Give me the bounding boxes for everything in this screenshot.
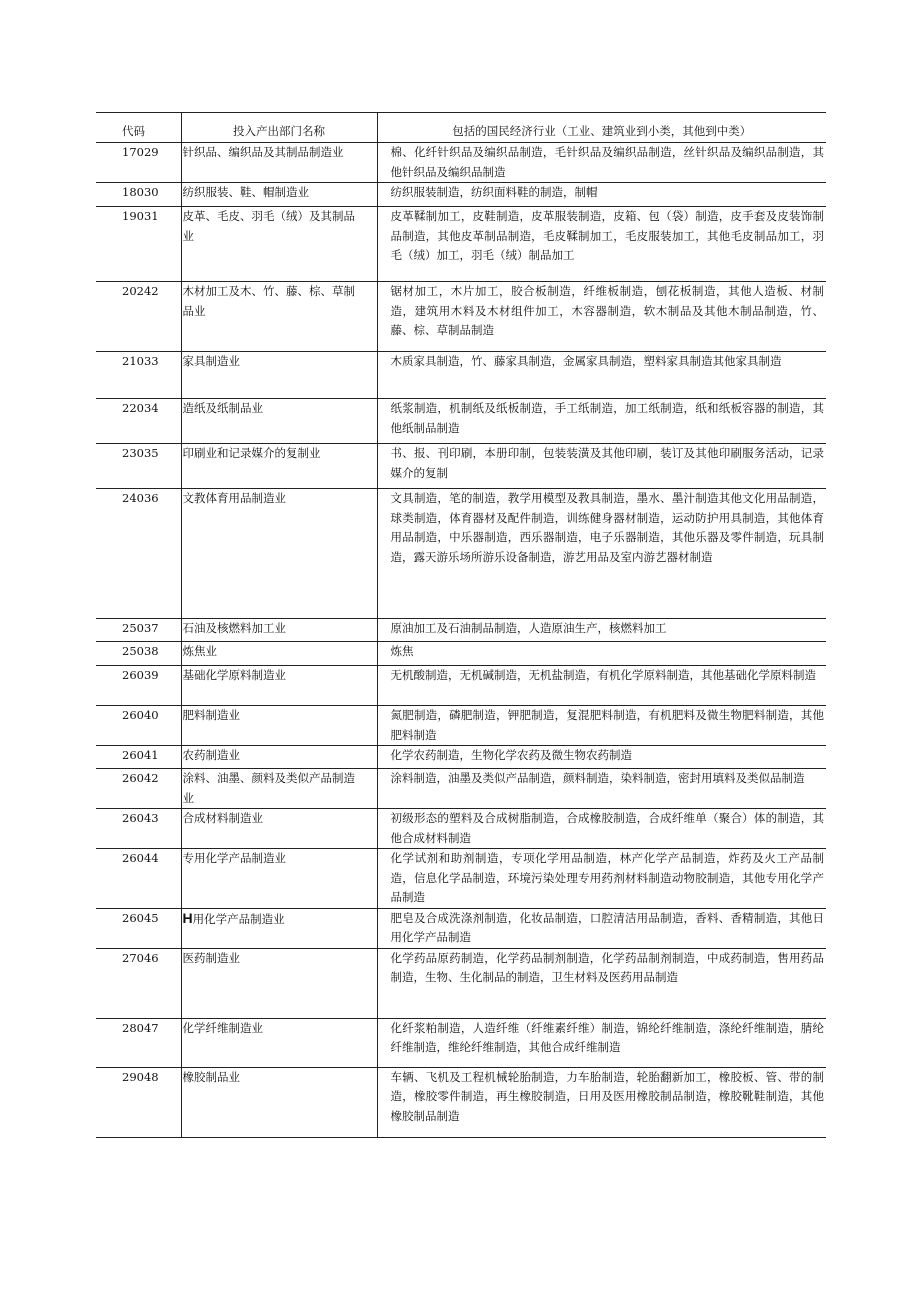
row-industries: 化学农药制造，生物化学农药及微生物农药制造 — [377, 746, 826, 769]
row-sector-name: 家具制造业 — [181, 352, 377, 399]
table-row — [96, 444, 826, 489]
row-sector-name: 医药制造业 — [181, 948, 377, 1018]
row-sector-name: 化学纤维制造业 — [181, 1018, 377, 1067]
table-row — [96, 706, 826, 746]
row-code: 22034 — [122, 401, 159, 415]
table-row — [96, 666, 826, 706]
row-code: 20242 — [122, 284, 159, 298]
sector-name-prefix: H — [182, 909, 193, 926]
table-row — [96, 642, 826, 666]
row-code: 26043 — [122, 811, 159, 825]
table-row — [96, 352, 826, 399]
row-code: 18030 — [122, 185, 159, 199]
row-sector-name: 合成材料制造业 — [181, 809, 377, 849]
row-sector-name: 造纸及纸制品业 — [181, 399, 377, 444]
table-row — [96, 143, 826, 183]
industry-classification-table — [96, 112, 826, 1138]
row-code: 17029 — [122, 145, 159, 159]
row-code: 26045 — [122, 910, 159, 925]
row-code: 29048 — [122, 1069, 159, 1084]
row-industries: 初级形态的塑料及合成树脂制造，合成橡胶制造，合成纤维单（聚合）体的制造，其他合成材料制造 — [377, 809, 826, 849]
table-row — [96, 1018, 826, 1067]
row-industries: 皮革鞣制加工，皮鞋制造，皮革服装制造，皮箱、包（袋）制造，皮手套及皮装饰制品制造，其他皮革制品制造，毛皮鞣制加工，毛皮服装加工，其他毛皮制品加工，羽毛（绒）加工，羽毛（绒）制品加工 — [377, 207, 826, 282]
row-code: 25037 — [122, 621, 159, 635]
row-sector-name: 涂料、油墨、颜料及类似产品制造业 — [181, 769, 377, 809]
row-industries: 木质家具制造，竹、藤家具制造，金属家具制造，塑料家具制造其他家具制造 — [377, 352, 826, 399]
row-code: 28047 — [122, 1020, 159, 1035]
row-industries: 车辆、飞机及工程机械轮胎制造，力车胎制造，轮胎翻新加工，橡胶板、管、带的制造，橡胶零件制造，再生橡胶制造，日用及医用橡胶制品制造，橡胶靴鞋制造，其他橡胶制品制造 — [377, 1067, 826, 1137]
row-industries: 原油加工及石油制品制造，人造原油生产，核燃料加工 — [377, 619, 826, 642]
row-code: 19031 — [122, 209, 159, 223]
row-industries: 炼焦 — [377, 642, 826, 666]
row-sector-name: 橡胶制品业 — [181, 1067, 377, 1137]
row-sector-name: 木材加工及木、竹、藤、棕、草制品业 — [181, 282, 377, 352]
table-row — [96, 849, 826, 909]
row-code: 26042 — [122, 771, 159, 785]
row-sector-name: 炼焦业 — [181, 642, 377, 666]
row-industries: 肥皂及合成洗涤剂制造，化妆品制造，口腔清洁用品制造，香料、香精制造，其他日用化学产品制造 — [377, 908, 826, 948]
row-code: 26039 — [122, 668, 159, 682]
table-row — [96, 619, 826, 642]
table-row — [96, 746, 826, 769]
table-row — [96, 948, 826, 1018]
row-industries: 氮肥制造，磷肥制造，钾肥制造，复混肥料制造，有机肥料及微生物肥料制造，其他肥料制造 — [377, 706, 826, 746]
row-industries: 涂料制造，油墨及类似产品制造，颜料制造，染料制造，密封用填料及类似品制造 — [377, 769, 826, 809]
table-row — [96, 489, 826, 619]
industry-classification-table-container — [96, 112, 826, 1138]
table-row — [96, 1067, 826, 1137]
row-code: 21033 — [122, 354, 159, 368]
row-sector-name — [181, 908, 377, 948]
row-code: 25038 — [122, 644, 159, 658]
row-industries: 无机酸制造，无机碱制造，无机盐制造，有机化学原料制造，其他基础化学原料制造 — [377, 666, 826, 706]
row-sector-name: 针织品、编织品及其制品制造业 — [181, 143, 377, 183]
row-industries: 文具制造，笔的制造，教学用模型及教具制造，墨水、墨汁制造其他文化用品制造，球类制造，体育器材及配件制造，训练健身器材制造，运动防护用具制造，其他体育用品制造，中乐器制造，西乐器制造，电子乐器制造，其他乐器及零件制造，玩具制造，露天游乐场所游乐设备制造，游艺用品及室内游艺器材制造 — [377, 489, 826, 619]
row-code: 23035 — [122, 446, 159, 460]
table-header-row — [96, 113, 826, 143]
row-sector-name: 印刷业和记录媒介的复制业 — [181, 444, 377, 489]
row-code: 26044 — [122, 851, 159, 865]
row-industries: 纸浆制造，机制纸及纸板制造，手工纸制造，加工纸制造，纸和纸板容器的制造，其他纸制品制造 — [377, 399, 826, 444]
row-industries: 化学试剂和助剂制造，专项化学用品制造，林产化学产品制造，炸药及火工产品制造，信息化学品制造，环境污染处理专用药剂材料制造动物胶制造，其他专用化学产品制造 — [377, 849, 826, 909]
row-code: 24036 — [122, 491, 159, 505]
row-sector-name: 基础化学原料制造业 — [181, 666, 377, 706]
table-row — [96, 769, 826, 809]
header-industries: 包括的国民经济行业（工业、建筑业到小类，其他到中类） — [377, 113, 826, 143]
row-sector-name: 文教体育用品制造业 — [181, 489, 377, 619]
table-row — [96, 207, 826, 282]
table-row — [96, 809, 826, 849]
sector-name-rest: 用化学产品制造业 — [192, 911, 285, 926]
row-industries: 锯材加工，木片加工，胶合板制造，纤维板制造，刨花板制造，其他人造板、材制造，建筑用木料及木材组件加工，木容器制造，软木制品及其他木制品制造，竹、藤、棕、草制品制造 — [377, 282, 826, 352]
header-code: 代码 — [122, 123, 145, 138]
row-sector-name: 专用化学产品制造业 — [181, 849, 377, 909]
row-industries: 化纤浆粕制造，人造纤维（纤维素纤维）制造，锦纶纤维制造，涤纶纤维制造，腈纶纤维制造，维纶纤维制造，其他合成纤维制造 — [377, 1018, 826, 1067]
row-code: 26041 — [122, 748, 159, 762]
row-sector-name: 皮革、毛皮、羽毛（绒）及其制品业 — [181, 207, 377, 282]
table-row — [96, 399, 826, 444]
table-row — [96, 282, 826, 352]
table-row — [96, 183, 826, 207]
row-industries: 书、报、刊印刷，本册印制，包装装潢及其他印刷，装订及其他印刷服务活动，记录媒介的复制 — [377, 444, 826, 489]
row-sector-name: 纺织服装、鞋、帽制造业 — [181, 183, 377, 207]
row-code: 26040 — [122, 708, 159, 722]
row-industries: 纺织服装制造，纺织面料鞋的制造，制帽 — [377, 183, 826, 207]
header-sector-name: 投入产出部门名称 — [181, 113, 377, 143]
table-row — [96, 908, 826, 948]
row-industries: 化学药品原药制造，化学药品制剂制造，化学药品制剂制造，中成药制造，售用药品制造，生物、生化制品的制造，卫生材料及医药用品制造 — [377, 948, 826, 1018]
row-sector-name: 农药制造业 — [181, 746, 377, 769]
row-sector-name: 肥料制造业 — [181, 706, 377, 746]
row-industries: 棉、化纤针织品及编织品制造，毛针织品及编织品制造，丝针织品及编织品制造，其他针织品及编织品制造 — [377, 143, 826, 183]
row-sector-name: 石油及核燃料加工业 — [181, 619, 377, 642]
row-code: 27046 — [122, 950, 159, 965]
